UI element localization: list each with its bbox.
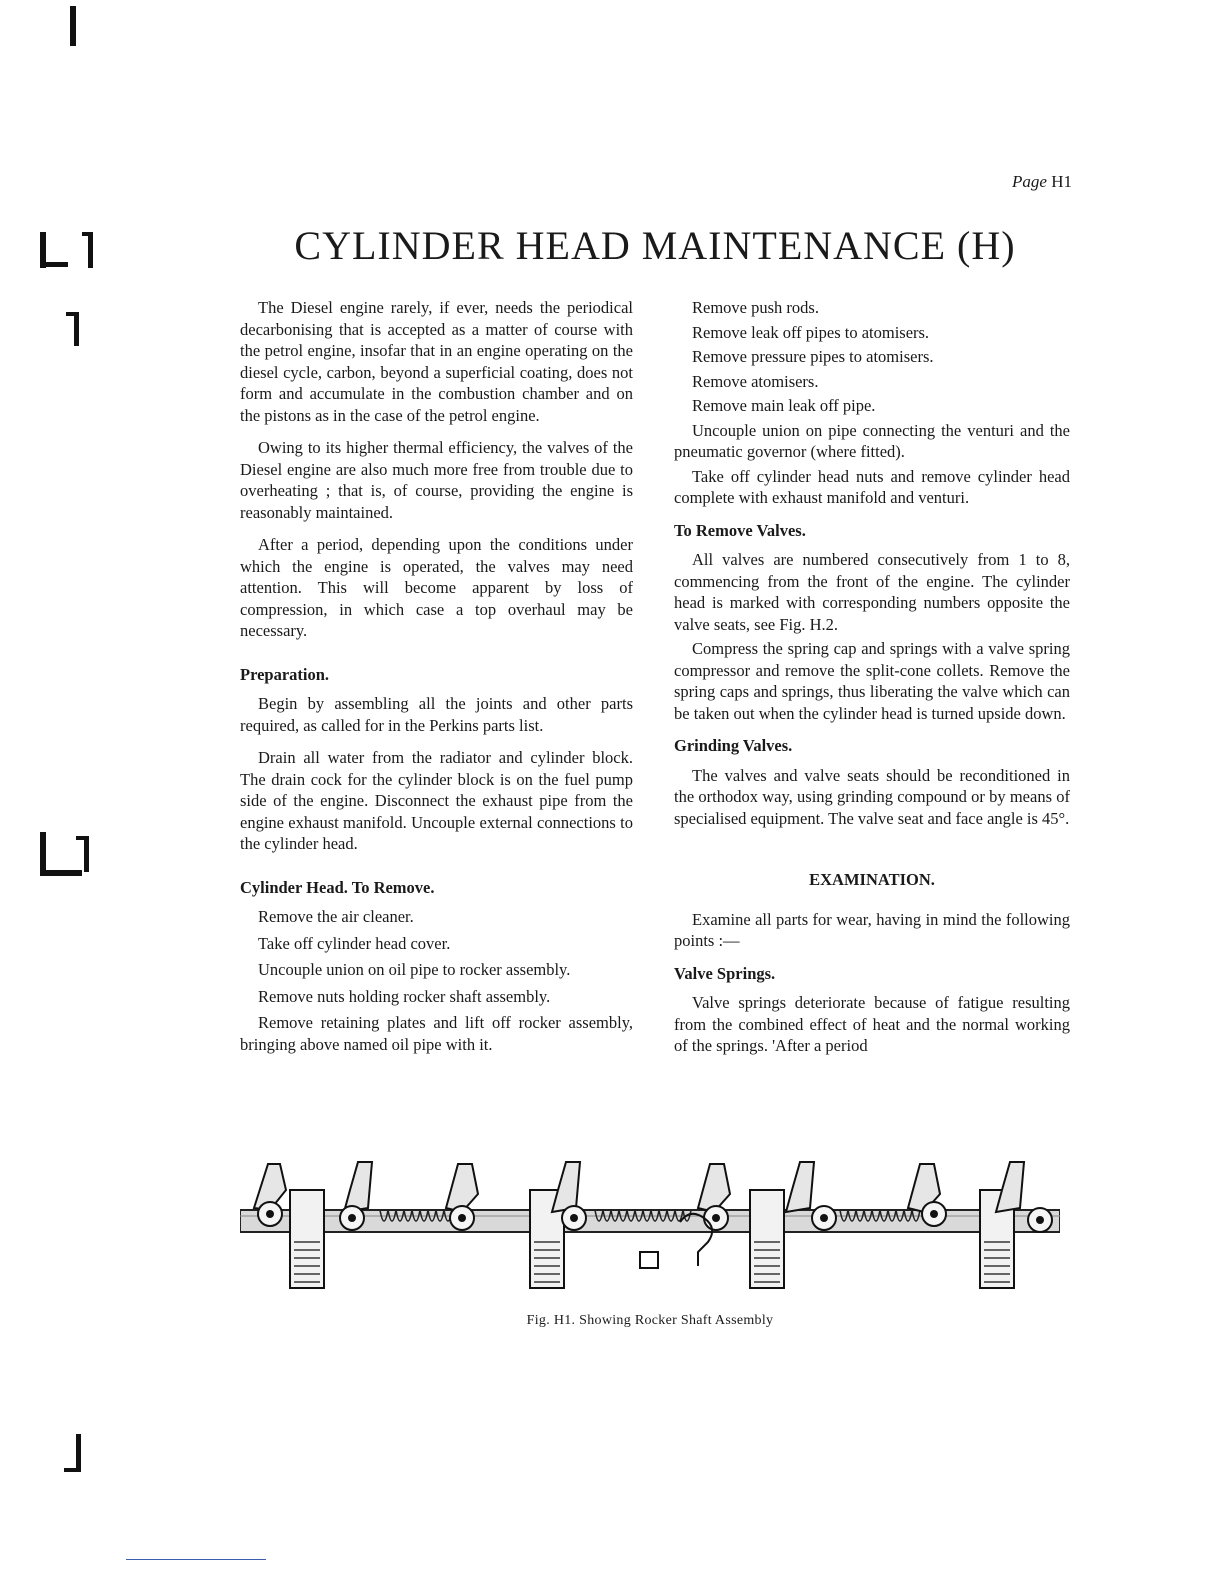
- procedure-step: Remove nuts holding rocker shaft assembly.: [258, 986, 551, 1006]
- preparation-paragraph: Drain all water from the radiator and cylinder block. The drain cock for the cylinder block is on the fuel pump side of the engine. Disconnect the exhaust pipe from the engine exhaust manifold. Uncouple external connections to the cylinder head.: [240, 748, 633, 853]
- procedure-step: Uncouple union on oil pipe to rocker assembly.: [258, 960, 571, 979]
- binding-mark: [74, 312, 79, 346]
- footer-rule: [126, 1559, 266, 1560]
- preparation-paragraph: Begin by assembling all the joints and other parts required, as called for in the Perkins parts list.: [240, 694, 633, 735]
- page-title: CYLINDER HEAD MAINTENANCE (H): [294, 223, 1016, 268]
- examination-paragraph: Examine all parts for wear, having in mind the following points :—: [674, 909, 1070, 950]
- rocker-shaft-illustration: [240, 1150, 1060, 1290]
- procedure-step: Take off cylinder head nuts and remove cylinder head complete with exhaust manifold and venturi.: [674, 466, 1070, 507]
- binding-mark: [66, 312, 79, 316]
- binding-mark: [76, 1434, 81, 1472]
- intro-paragraph: The Diesel engine rarely, if ever, needs the periodical decarbonising that is accepted as a matter of course with the petrol engine, insofar that in an engine operating on the diesel cycle, carbon, beyond a superficial coating, does not form and accumulate in the combustion chamber and on the pistons as in the case of the petrol engine.: [240, 298, 633, 425]
- procedure-step: Remove retaining plates and lift off rocker assembly, bringing above named oil pipe with it.: [240, 1013, 633, 1054]
- intro-paragraph: After a period, depending upon the conditions under which the engine is operated, the valves may need attention. This will become apparent by loss of compression, in which case a top overhaul may be necessary.: [240, 535, 633, 640]
- section-heading-remove-valves: To Remove Valves.: [674, 520, 806, 540]
- procedure-step: Remove leak off pipes to atomisers.: [692, 322, 930, 342]
- procedure-step: Remove pressure pipes to atomisers.: [692, 347, 934, 366]
- left-column: [240, 297, 633, 1060]
- section-heading-valve-springs: Valve Springs.: [674, 963, 776, 983]
- procedure-step: Remove push rods.: [692, 298, 819, 317]
- intro-paragraph: Owing to its higher thermal efficiency, the valves of the Diesel engine are also much more free from trouble due to overheating ; that is, of course, providing the engine is reasonably maintained.: [240, 438, 633, 522]
- procedure-step: Remove the air cleaner.: [258, 907, 414, 926]
- section-heading-grinding: Grinding Valves.: [674, 736, 793, 755]
- right-column: [674, 297, 1070, 1068]
- binding-mark: [88, 232, 93, 268]
- binding-mark: [82, 232, 93, 236]
- section-heading-preparation: Preparation.: [240, 664, 330, 684]
- binding-mark: [40, 262, 68, 267]
- valves-paragraph: All valves are numbered consecutively from 1 to 8, commencing from the front of the engine. The cylinder head is marked with corresponding numbers opposite the valve seats, see Fig. H.2.: [674, 550, 1070, 634]
- binding-mark: [64, 1468, 81, 1472]
- binding-mark: [76, 836, 89, 840]
- procedure-step: Uncouple union on pipe connecting the venturi and the pneumatic governor (where fitted).: [674, 420, 1070, 461]
- page-number: [960, 172, 1072, 192]
- figure-caption: Fig. H1. Showing Rocker Shaft Assembly: [526, 1313, 774, 1328]
- page-id: H1: [1051, 172, 1072, 191]
- springs-paragraph: Valve springs deteriorate because of fatigue resulting from the combined effect of heat and the normal working of the springs. 'After a period: [674, 993, 1070, 1055]
- page-label: Page: [1012, 172, 1047, 191]
- procedure-step: Remove main leak off pipe.: [692, 396, 876, 415]
- section-heading-cylinder-head: Cylinder Head. To Remove.: [240, 877, 435, 897]
- valves-paragraph: Compress the spring cap and springs with a valve spring compressor and remove the split-cone collets. Remove the spring caps and springs, thus liberating the valve which can be taken out when the cylinder head is turned upside down.: [674, 639, 1070, 723]
- binding-mark: [40, 870, 82, 876]
- section-heading-examination: EXAMINATION.: [809, 870, 935, 889]
- procedure-step: Remove atomisers.: [692, 371, 819, 391]
- binding-mark: [84, 836, 89, 872]
- procedure-step: Take off cylinder head cover.: [258, 933, 451, 953]
- grinding-paragraph: The valves and valve seats should be reconditioned in the orthodox way, using grinding compound or by means of specialised equipment. The valve seat and face angle is 45°.: [674, 765, 1070, 828]
- binding-mark: [70, 6, 76, 46]
